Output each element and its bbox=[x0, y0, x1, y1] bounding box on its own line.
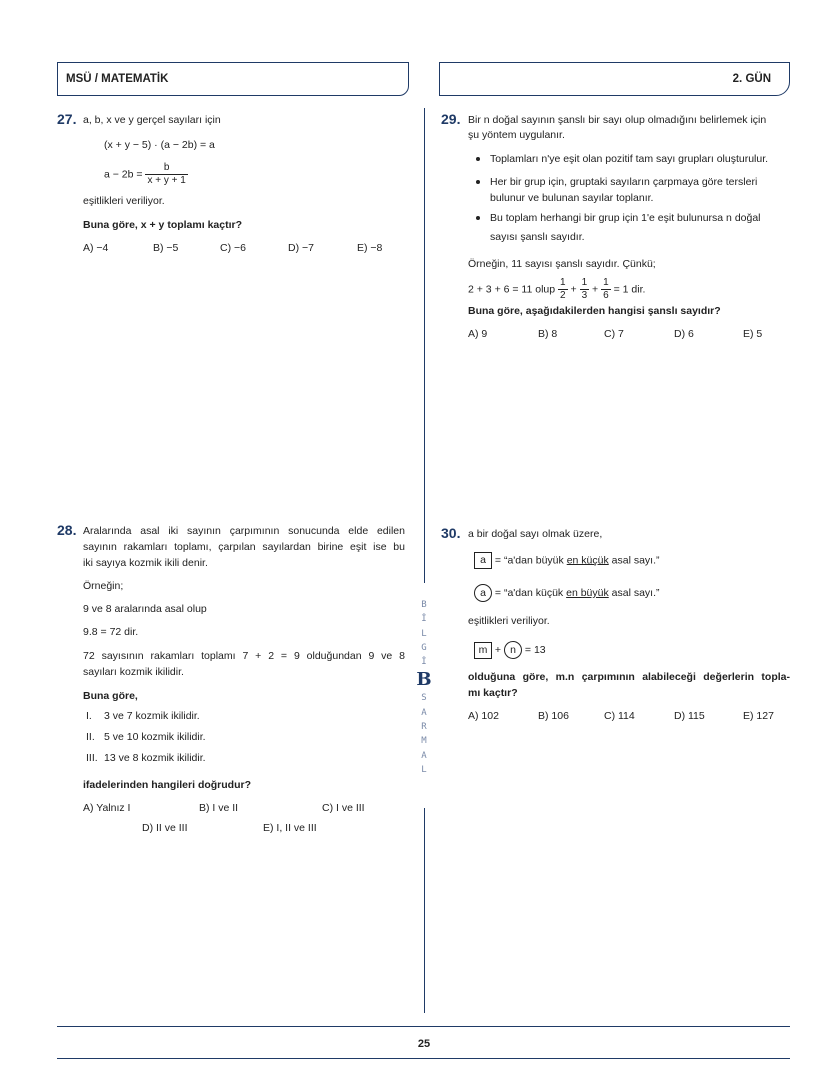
question-text: Buna göre, aşağıdakilerden hangisi şanslı sayıdır? bbox=[468, 305, 721, 317]
definition-underlined: en büyük bbox=[566, 586, 609, 599]
brand-letter: A bbox=[421, 750, 427, 761]
fraction bbox=[145, 162, 187, 187]
option-a[interactable]: A) 102 bbox=[468, 710, 499, 722]
brand-vertical bbox=[414, 598, 434, 777]
brand-letter: A bbox=[421, 707, 427, 718]
given-text: eşitlikleri veriliyor. bbox=[83, 195, 165, 207]
fraction-denominator: x + y + 1 bbox=[147, 175, 186, 186]
fraction-denominator: 6 bbox=[603, 290, 609, 301]
bullet-text: sayısı şanslı sayıdır. bbox=[490, 231, 585, 243]
option-a[interactable]: A) 9 bbox=[468, 328, 488, 340]
definition-text: = “a'dan büyük bbox=[494, 554, 564, 567]
question-number: 28. bbox=[57, 522, 77, 538]
bullet-icon bbox=[476, 216, 480, 220]
brand-letter: B bbox=[421, 600, 427, 610]
definition-2 bbox=[474, 584, 660, 602]
option-c[interactable]: C) −6 bbox=[220, 242, 246, 254]
column-divider-bottom bbox=[424, 808, 425, 1013]
intro-line: sayının rakamları toplamı, çarpılan sayılardan birine eşit ise bu bbox=[83, 541, 405, 553]
brand-letter: L bbox=[421, 764, 427, 775]
fraction-denominator: 2 bbox=[560, 290, 566, 301]
footer-line-bottom bbox=[57, 1058, 790, 1059]
statement-text: 5 ve 10 kozmik ikilidir. bbox=[104, 731, 206, 743]
question-number: 29. bbox=[441, 111, 461, 127]
question-lead: Buna göre, bbox=[83, 690, 138, 702]
definition-text: = “a'dan küçük bbox=[494, 586, 564, 599]
definition-underlined: en küçük bbox=[566, 554, 609, 567]
equation-2-left: a − 2b = bbox=[104, 168, 143, 181]
fraction bbox=[580, 277, 590, 302]
page-number: 25 bbox=[417, 1038, 431, 1050]
statement-roman: II. bbox=[86, 731, 95, 743]
intro-line: Bir n doğal sayının şanslı bir sayı olup olmadığını belirlemek için bbox=[468, 114, 767, 126]
question-number: 27. bbox=[57, 111, 77, 127]
option-e[interactable]: E) −8 bbox=[357, 242, 383, 254]
column-divider-top bbox=[424, 108, 425, 583]
example-equation bbox=[468, 277, 645, 302]
statement-roman: I. bbox=[86, 710, 92, 722]
statement-text: 13 ve 8 kozmik ikilidir. bbox=[104, 752, 206, 764]
option-c[interactable]: C) 7 bbox=[604, 328, 624, 340]
brand-letter: S bbox=[421, 693, 427, 704]
option-e[interactable]: E) I, II ve III bbox=[263, 822, 317, 834]
option-c[interactable]: C) 114 bbox=[604, 710, 635, 722]
question-intro: a bir doğal sayı olmak üzere, bbox=[468, 528, 603, 540]
bullet-text: bulunur ve bulunan sayılar toplanır. bbox=[490, 192, 654, 204]
brand-letter: M bbox=[421, 736, 427, 747]
fraction-numerator: b bbox=[145, 162, 187, 175]
plus-sign: + bbox=[494, 643, 502, 656]
option-a[interactable]: A) −4 bbox=[83, 242, 109, 254]
header-subject: MSÜ / MATEMATİK bbox=[66, 73, 169, 85]
brand-letter: İ bbox=[421, 614, 427, 625]
definition-1 bbox=[474, 552, 660, 569]
fraction bbox=[558, 277, 568, 302]
equation-right: = 1 dir. bbox=[613, 283, 646, 296]
boxed-variable: m bbox=[474, 642, 492, 659]
definition-text: asal sayı.” bbox=[611, 554, 660, 567]
example-3-line: 72 sayısının rakamları toplamı 7 + 2 = 9 olduğundan 9 ve 8 bbox=[83, 650, 405, 662]
option-e[interactable]: E) 127 bbox=[743, 710, 774, 722]
example-label: Örneğin; bbox=[83, 580, 124, 592]
option-d[interactable]: D) 115 bbox=[674, 710, 705, 722]
intro-line: iki sayıya kozmik ikili denir. bbox=[83, 557, 208, 569]
example-1: 9 ve 8 aralarında asal olup bbox=[83, 603, 207, 615]
option-d[interactable]: D) 6 bbox=[674, 328, 694, 340]
definition-text: asal sayı.” bbox=[611, 586, 660, 599]
option-c[interactable]: C) I ve III bbox=[322, 802, 365, 814]
fraction-numerator: 1 bbox=[603, 277, 609, 288]
circled-variable: n bbox=[504, 641, 522, 659]
plus-sign: + bbox=[592, 283, 599, 296]
equation-right: = 13 bbox=[524, 643, 546, 656]
brand-letter: G bbox=[421, 642, 427, 653]
brand-logo: B bbox=[416, 669, 432, 691]
fraction-denominator: 3 bbox=[581, 290, 588, 301]
bullet-text: Her bir grup için, gruptaki sayıların çarpmaya göre tersleri bbox=[490, 176, 758, 188]
option-b[interactable]: B) 106 bbox=[538, 710, 569, 722]
option-e[interactable]: E) 5 bbox=[743, 328, 763, 340]
bullet-text: Bu toplam herhangi bir grup için 1'e eşit bulunursa n doğal bbox=[490, 212, 761, 224]
option-d[interactable]: D) II ve III bbox=[142, 822, 188, 834]
header-day: 2. GÜN bbox=[732, 73, 771, 85]
brand-letter: L bbox=[421, 628, 427, 639]
brand-letter: İ bbox=[421, 657, 427, 668]
footer-line-top bbox=[57, 1026, 790, 1027]
header-right bbox=[439, 62, 790, 96]
condition-equation bbox=[474, 641, 546, 659]
option-b[interactable]: B) I ve II bbox=[199, 802, 239, 814]
question-text: Buna göre, x + y toplamı kaçtır? bbox=[83, 219, 243, 231]
question-number: 30. bbox=[441, 525, 461, 541]
example-3-line: sayıları kozmik ikilidir. bbox=[83, 666, 184, 678]
brand-letter: R bbox=[421, 722, 427, 733]
equation-1: (x + y − 5) · (a − 2b) = a bbox=[104, 139, 215, 151]
bullet-icon bbox=[476, 180, 480, 184]
statement-text: 3 ve 7 kozmik ikilidir. bbox=[104, 710, 200, 722]
question-intro: a, b, x ve y gerçel sayıları için bbox=[83, 114, 221, 126]
header-left bbox=[57, 62, 409, 96]
example-text: Örneğin, 11 sayısı şanslı sayıdır. Çünkü; bbox=[468, 258, 656, 270]
equation-2 bbox=[104, 162, 188, 187]
intro-line: Aralarında asal iki sayının çarpımının sonucunda elde edilen bbox=[83, 525, 405, 537]
example-2: 9.8 = 72 dir. bbox=[83, 626, 139, 638]
question-line: mı kaçtır? bbox=[468, 687, 518, 699]
fraction bbox=[601, 277, 611, 302]
boxed-variable: a bbox=[474, 552, 492, 569]
fraction-numerator: 1 bbox=[560, 277, 566, 288]
bullet-text: Toplamları n'ye eşit olan pozitif tam sayı grupları oluşturulur. bbox=[490, 153, 769, 165]
fraction-numerator: 1 bbox=[581, 277, 588, 288]
option-b[interactable]: B) 8 bbox=[538, 328, 558, 340]
option-b[interactable]: B) −5 bbox=[153, 242, 179, 254]
question-line: olduğuna göre, m.n çarpımının alabileceği değerlerin topla- bbox=[468, 671, 790, 683]
question-text: ifadelerinden hangileri doğrudur? bbox=[83, 779, 252, 791]
equation-left: 2 + 3 + 6 = 11 olup bbox=[468, 283, 556, 296]
plus-sign: + bbox=[570, 283, 577, 296]
option-a[interactable]: A) Yalnız I bbox=[83, 802, 131, 814]
bullet-icon bbox=[476, 157, 480, 161]
statement-roman: III. bbox=[86, 752, 98, 764]
intro-line: şu yöntem uygulanır. bbox=[468, 129, 565, 141]
given-text: eşitlikleri veriliyor. bbox=[468, 615, 550, 627]
circled-variable: a bbox=[474, 584, 492, 602]
option-d[interactable]: D) −7 bbox=[288, 242, 314, 254]
